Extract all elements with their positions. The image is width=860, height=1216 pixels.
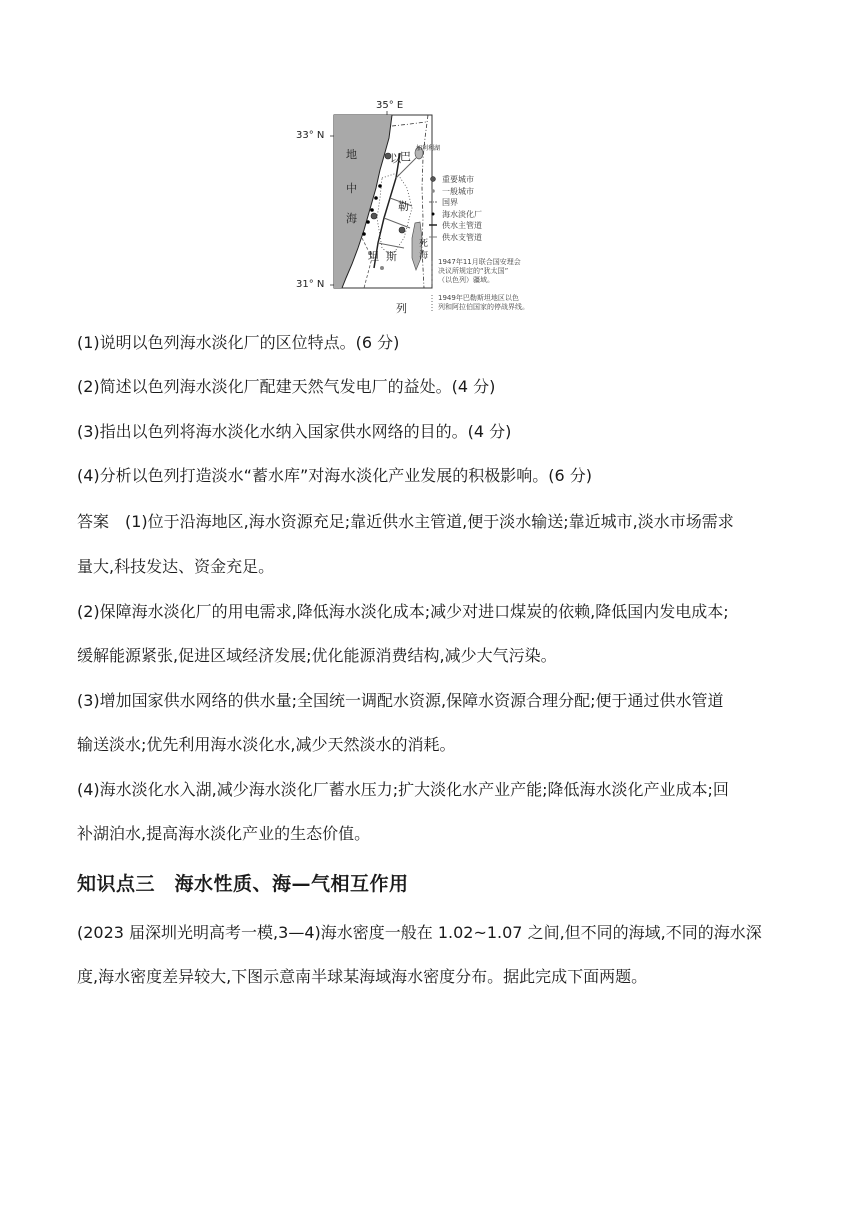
legend-city: 一般城市 [442,187,474,196]
major-city-jerusalem [399,227,405,233]
country-label-3: 勒 [398,200,409,213]
lon-label: 35° E [376,100,404,111]
legend-major-city: 重要城市 [442,175,474,184]
lat-label-bottom: 31° N [296,279,325,290]
legend-city-icon [431,189,435,193]
question-2: (2)简述以色列海水淡化厂配建天然气发电厂的益处。(4 分) [77,377,496,396]
answer-4-line-1: (4)海水淡化水入湖,减少海水淡化厂蓄水压力;扩大淡化水产业产能;降低海水淡化产业成本;回 [77,780,729,799]
sea-label-2: 中 [346,182,357,195]
answer-1-line-1: 答案 (1)位于沿海地区,海水资源充足;靠近供水主管道,便于淡水输送;靠近城市,淡水市场需求 [77,512,734,531]
question-4: (4)分析以色列打造淡水“蓄水库”对海水淡化产业发展的积极影响。(6 分) [77,466,592,485]
lat-label-top: 33° N [296,130,325,141]
desal-plant-4 [366,220,370,224]
desal-plant-2 [374,196,378,200]
map-graphic [292,98,582,320]
legend-desal-plant: 海水淡化厂 [442,210,482,219]
desal-plant-1 [378,184,382,188]
legend-un-note: 1947年11月联合国安理会 决议所规定的“犹太国” （以色列）疆域。 [438,258,521,284]
question-1: (1)说明以色列海水淡化厂的区位特点。(6 分) [77,333,400,352]
dead-sea-label-1: 死 [419,239,429,249]
country-label-4: 斯 [386,250,397,263]
desal-plant-5 [362,232,366,236]
sea-label-1: 地 [346,148,357,161]
country-label-5: 坦 [368,250,379,263]
answer-3-line-2: 输送淡水;优先利用海水淡化水,减少天然淡水的消耗。 [77,735,456,754]
sea-label-3: 海 [346,212,357,225]
country-label-6: 列 [396,302,407,315]
legend-desal-icon [432,213,435,216]
country-label-2: 巴 [400,150,411,163]
city-beersheba [380,266,384,270]
legend-major-city-icon [431,177,436,182]
desal-plant-3 [370,208,374,212]
answer-2-line-2: 缓解能源紧张,促进区域经济发展;优化能源消费结构,减少大气污染。 [77,646,557,665]
legend-border: 国界 [442,198,458,207]
intro-line-2: 度,海水密度差异较大,下图示意南半球某海域海水密度分布。据此完成下面两题。 [77,967,648,986]
answer-3-line-1: (3)增加国家供水网络的供水量;全国统一调配水资源,保障水资源合理分配;便于通过供水管道 [77,691,724,710]
intro-line-1: (2023 届深圳光明高考一模,3—4)海水密度一般在 1.02~1.07 之间,但不同的海域,不同的海水深 [77,923,762,942]
lake-label: 加利利湖 [416,145,441,152]
answer-4-line-2: 补湖泊水,提高海水淡化产业的生态价值。 [77,824,371,843]
country-label-1: 以 [390,152,401,165]
question-3: (3)指出以色列将海水淡化水纳入国家供水网络的目的。(4 分) [77,422,512,441]
legend-main-pipe: 供水主管道 [442,221,482,230]
major-city-telaviv [371,213,377,219]
section-heading: 知识点三 海水性质、海—气相互作用 [77,873,409,895]
answer-2-line-1: (2)保障海水淡化厂的用电需求,降低海水淡化成本;减少对进口煤炭的依赖,降低国内发电成本; [77,602,729,621]
legend-branch-pipe: 供水支管道 [442,233,482,242]
israel-water-map [292,98,582,320]
legend-armistice-note: 1949年巴勒斯坦地区以色 列和阿拉伯国家的停战界线。 [438,294,529,311]
dead-sea-label-2: 海 [419,251,429,261]
answer-1-line-2: 量大,科技发达、资金充足。 [77,557,275,576]
